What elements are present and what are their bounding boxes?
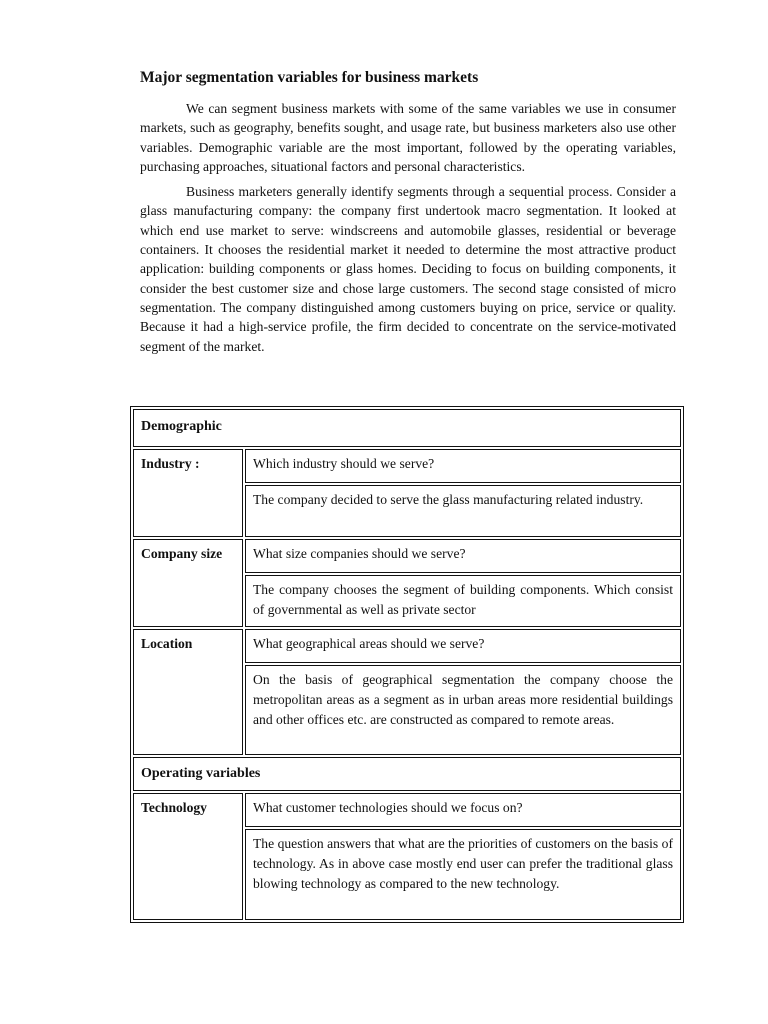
row-label-location: Location xyxy=(133,629,243,755)
row-question-company-size: What size companies should we serve? xyxy=(245,539,681,573)
section-operating-variables: Operating variables xyxy=(133,757,681,791)
row-answer-company-size: The company chooses the segment of building components. Which consist of governmental as well as private sector xyxy=(245,575,681,627)
segmentation-table xyxy=(130,406,684,923)
process-paragraph: Business marketers generally identify segments through a sequential process. Consider a glass manufacturing company: the company first undertook macro segmentation. It looked at which end use market to serve: windscreens and automobile glasses, residential or beverage containers. It chooses the residential market it needed to determine the most attractive product application: building components or glass homes. Deciding to focus on building components, it consider the best customer size and chose large customers. The second stage consisted of micro segmentation. The company distinguished among customers buying on price, service or quality. Because it had a high-service profile, the firm decided to concentrate on the service-motivated segment of the market. xyxy=(140,184,676,354)
page-title: Major segmentation variables for business markets xyxy=(140,69,479,86)
row-answer-technology: The question answers that what are the priorities of customers on the basis of technology. As in above case mostly end user can prefer the traditional glass blowing technology as compared to the new technology. xyxy=(245,829,681,920)
row-question-technology: What customer technologies should we focus on? xyxy=(245,793,681,827)
row-answer-industry: The company decided to serve the glass manufacturing related industry. xyxy=(245,485,681,537)
row-answer-location: On the basis of geographical segmentation the company choose the metropolitan areas as a segment as in urban areas more residential buildings and other offices etc. are constructed as compared to remote areas. xyxy=(245,665,681,755)
row-question-industry: Which industry should we serve? xyxy=(245,449,681,483)
row-label-industry: Industry : xyxy=(133,449,243,537)
document-body xyxy=(140,68,676,362)
row-label-technology: Technology xyxy=(133,793,243,920)
row-question-location: What geographical areas should we serve? xyxy=(245,629,681,663)
intro-paragraph: We can segment business markets with some of the same variables we use in consumer markets, such as geography, benefits sought, and usage rate, but business marketers also use other variables. Demographic variable are the most important, followed by the operating variables, purchasing approaches, situational factors and personal characteristics. xyxy=(140,101,676,174)
section-demographic: Demographic xyxy=(133,409,681,447)
row-label-company-size: Company size xyxy=(133,539,243,627)
